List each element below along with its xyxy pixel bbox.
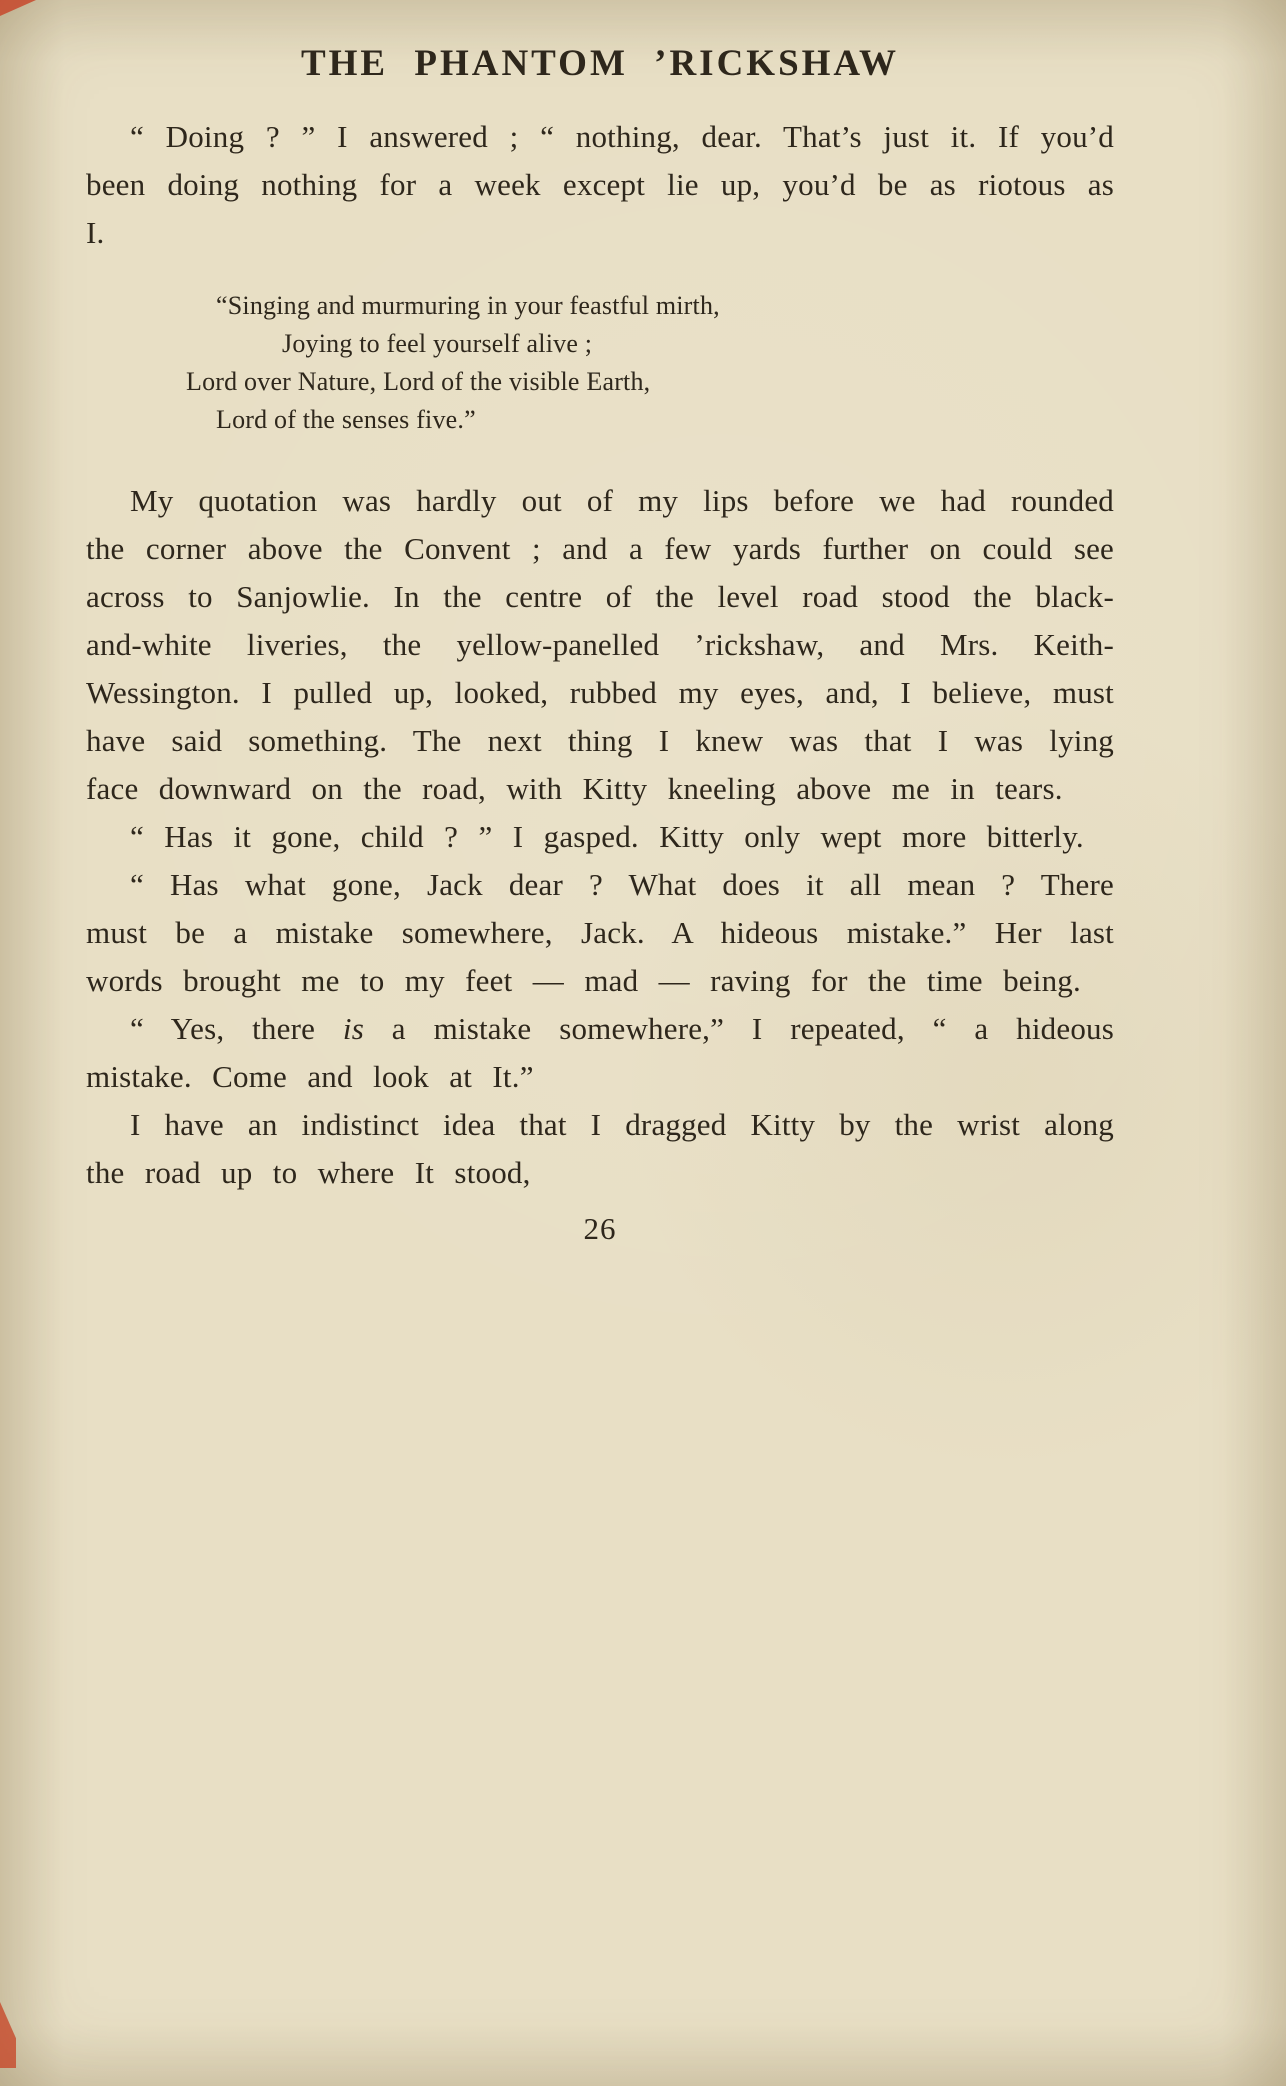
page-number: 26 xyxy=(583,1211,617,1246)
italic-word: is xyxy=(342,1011,364,1046)
page-edge-tint-top xyxy=(0,0,36,16)
paragraph-5 xyxy=(86,1005,1114,1101)
paragraph-5-text: a mistake somewhere,” I repeated, “ a hideous mistake. Come and look at It.” xyxy=(86,1011,1114,1094)
paragraph-3: “ Has it gone, child ? ” I gasped. Kitty only wept more bitterly. xyxy=(130,819,1084,854)
paragraph-5-text: “ Yes, there xyxy=(130,1011,343,1046)
verse-line: Joying to feel yourself alive ; xyxy=(282,329,593,358)
verse-line: “Singing and murmuring in your feastful mirth, xyxy=(216,291,720,320)
verse-line: Lord of the senses five.” xyxy=(216,405,476,434)
page-edge-tint-bottom xyxy=(0,2002,16,2068)
paragraph-4: “ Has what gone, Jack dear ? What does it all mean ? There must be a mistake somewhere, Jack. A hideous mistake.” Her last words brought me to my feet — mad — raving for the time being. xyxy=(86,867,1114,998)
paragraph-1: “ Doing ? ” I answered ; “ nothing, dear. That’s just it. If you’d been doing nothing for a week except lie up, you’d be as riotous as I. xyxy=(86,119,1114,250)
verse-line: Lord over Nature, Lord of the visible Earth, xyxy=(186,367,651,396)
running-header: THE PHANTOM ’RICKSHAW xyxy=(300,43,900,84)
paragraph-2: My quotation was hardly out of my lips before we had rounded the corner above the Convent ; and a few yards further on could see across to Sanjowlie. In the centre of the level road stood the black-and-white liveries, the yellow-panelled ’rickshaw, and Mrs. Keith-Wessington. I pulled up, looked, rubbed my eyes, and, I believe, must have said something. The next thing I knew was that I was lying face downward on the road, with Kitty kneeling above me in tears. xyxy=(86,483,1114,806)
paragraph-6: I have an indistinct idea that I dragged Kitty by the wrist along the road up to where It stood, xyxy=(86,1107,1114,1190)
verse-block xyxy=(186,287,1114,439)
